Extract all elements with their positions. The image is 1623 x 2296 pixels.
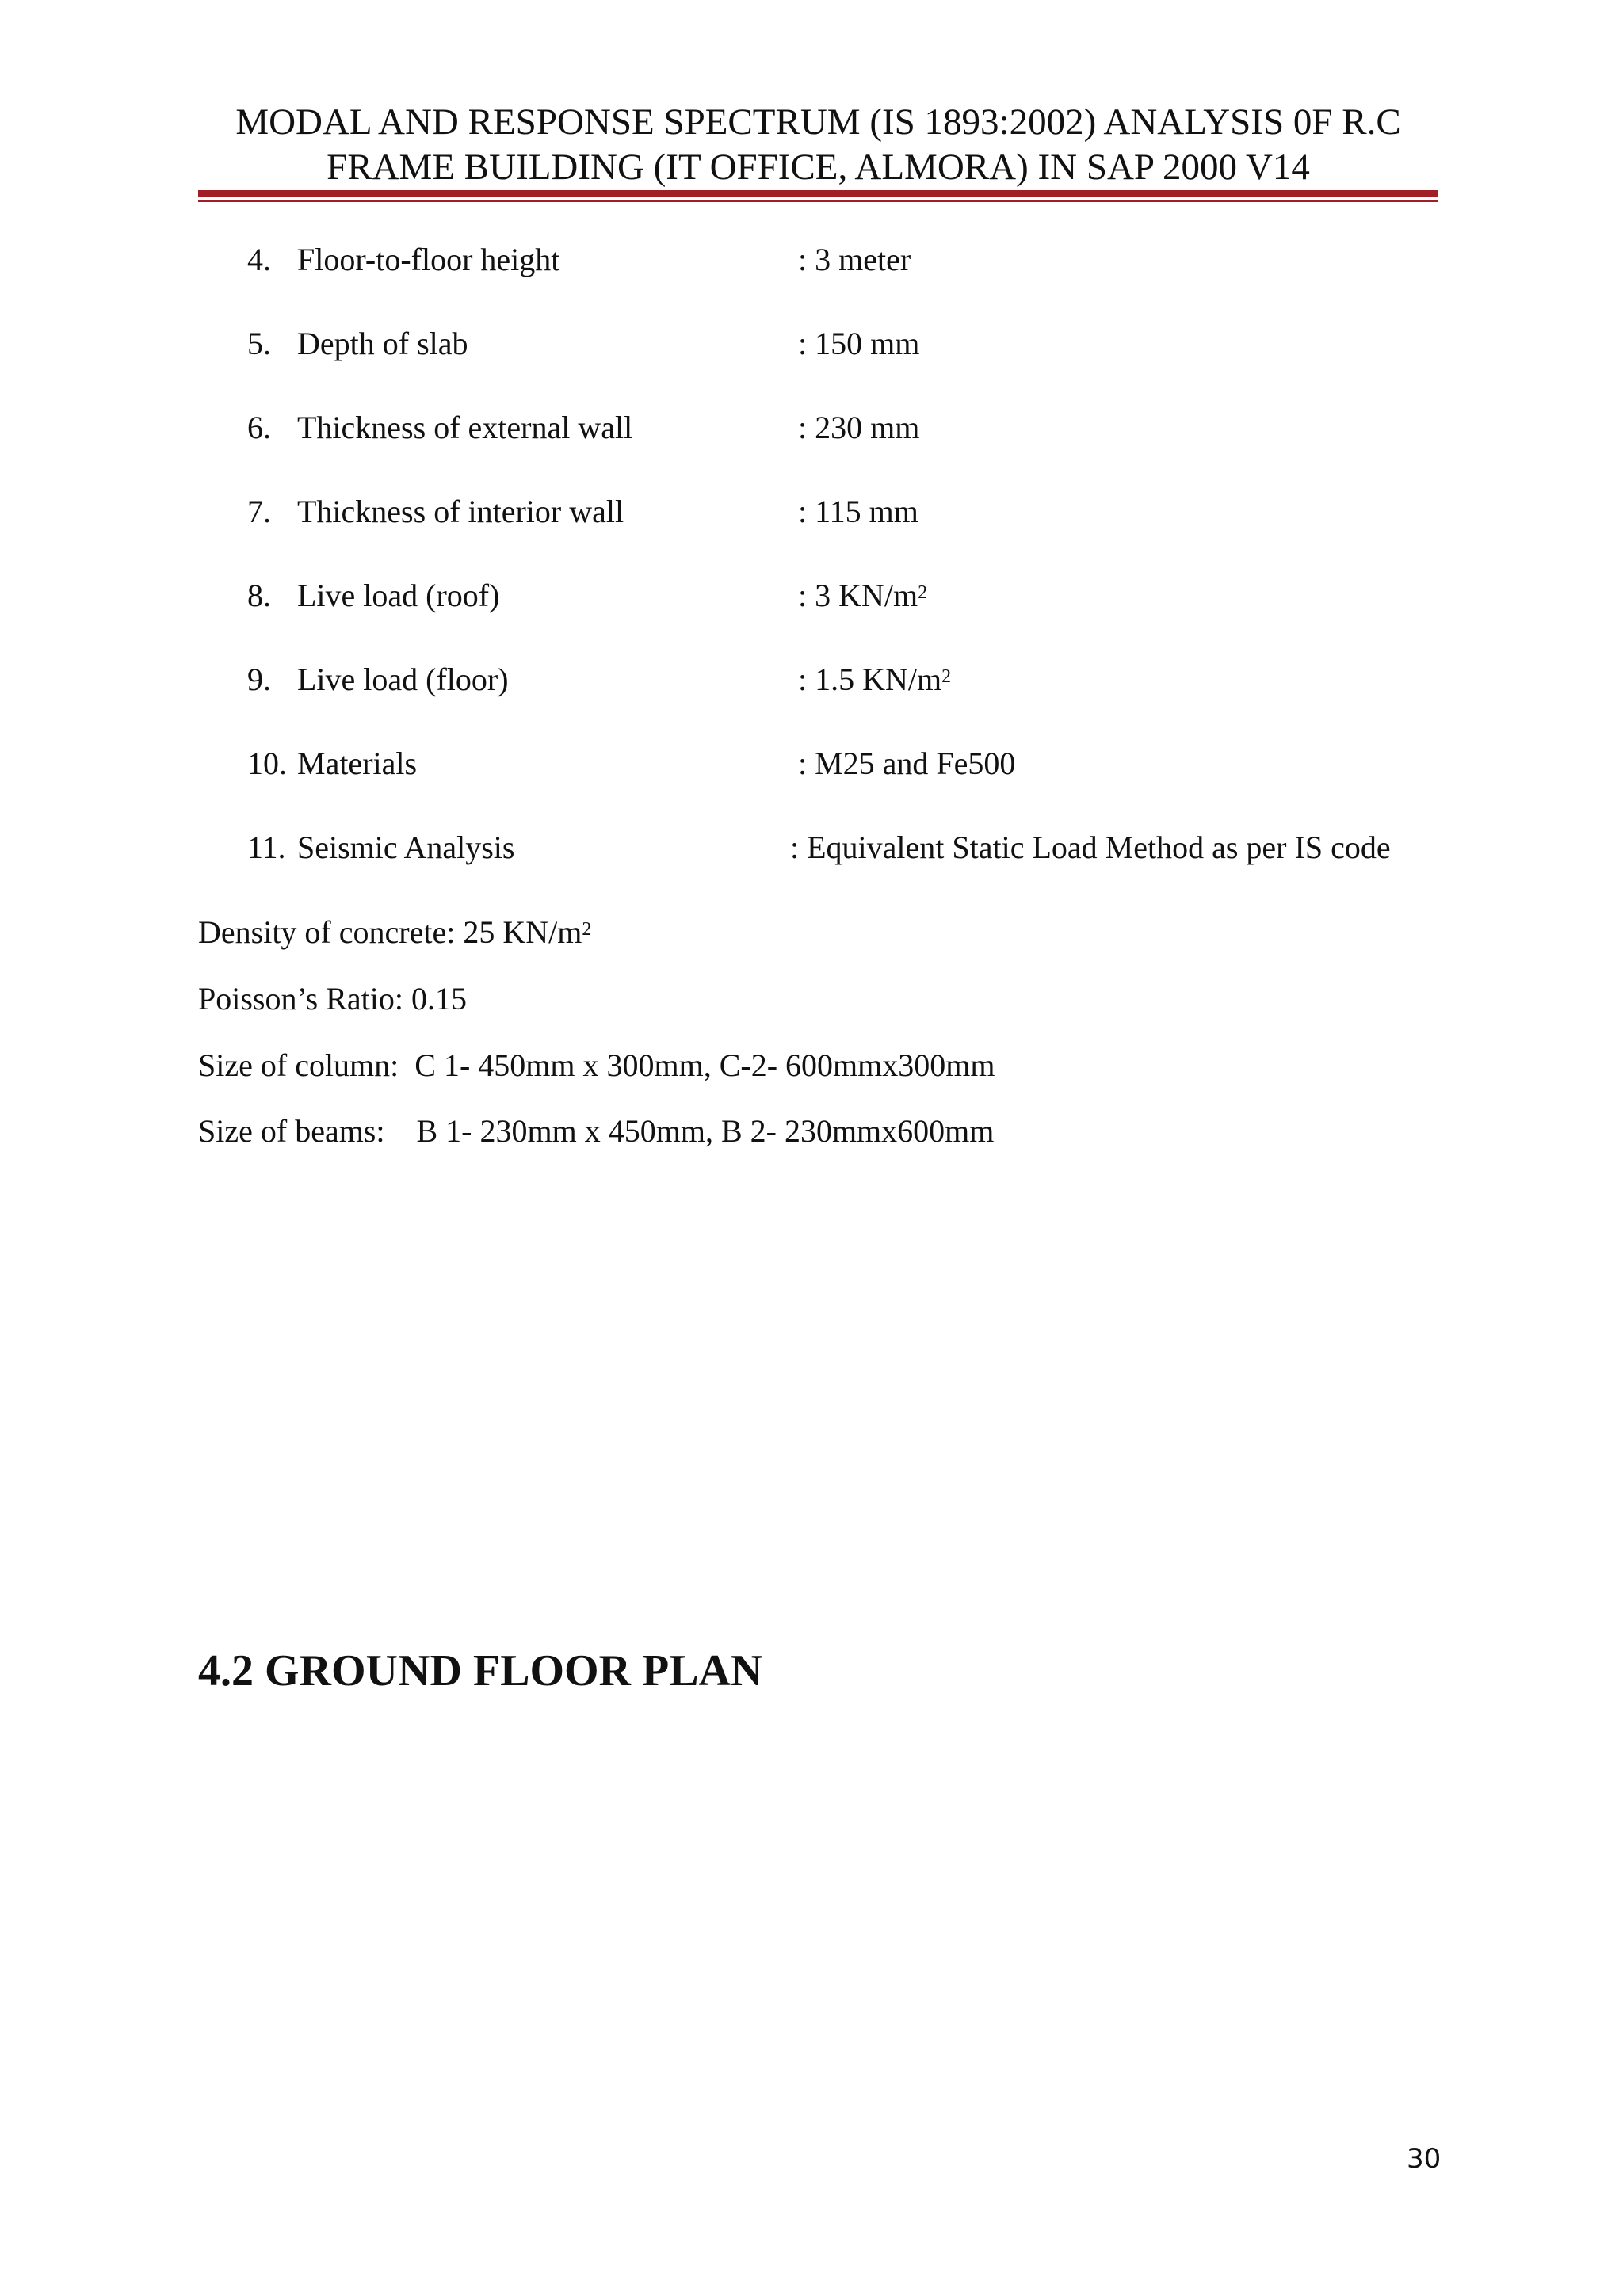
list-item	[0, 240, 1623, 288]
superscript: 2	[941, 666, 952, 687]
item-number: 4.	[247, 242, 271, 277]
item-label: Floor-to-floor height	[297, 242, 560, 277]
item-label: Materials	[297, 746, 418, 781]
item-number: 11.	[247, 830, 286, 865]
header-line-2: FRAME BUILDING (IT OFFICE, ALMORA) IN SAP 2000 V14	[327, 147, 1310, 188]
item-label: Live load (roof)	[297, 578, 500, 613]
item-number: 5.	[247, 326, 271, 361]
running-header	[198, 100, 1438, 190]
item-label: Thickness of external wall	[297, 410, 633, 445]
list-item	[0, 660, 1623, 707]
item-label: Depth of slab	[297, 326, 468, 361]
list-item	[0, 828, 1623, 875]
item-value: : M25 and Fe500	[798, 746, 1016, 781]
list-item	[0, 408, 1623, 456]
header-line-1: MODAL AND RESPONSE SPECTRUM (IS 1893:2002) ANALYSIS 0F R.C	[235, 101, 1401, 143]
item-label: Seismic Analysis	[297, 830, 515, 865]
item-value: : 3 KN/m	[798, 578, 918, 613]
item-value: : 115 mm	[798, 494, 918, 529]
beam-size-line: Size of beams: B 1- 230mm x 450mm, B 2- 230mmx600mm	[198, 1113, 995, 1149]
item-value: : 3 meter	[798, 242, 911, 277]
item-number: 10.	[247, 746, 287, 781]
list-item	[0, 576, 1623, 624]
poisson-line: Poisson’s Ratio: 0.15	[198, 981, 467, 1016]
list-item	[0, 744, 1623, 791]
item-value: : 1.5 KN/m	[798, 662, 942, 697]
item-number: 6.	[247, 410, 271, 445]
list-item	[0, 492, 1623, 540]
superscript: 2	[918, 582, 928, 603]
page-number: 30	[1407, 2143, 1442, 2175]
header-rule-thick	[198, 190, 1438, 197]
item-value: : 150 mm	[798, 326, 920, 361]
column-size-line: Size of column: C 1- 450mm x 300mm, C-2- 600mmx300mm	[198, 1047, 995, 1083]
header-rule-thin	[198, 200, 1438, 202]
item-number: 8.	[247, 578, 271, 613]
item-number: 7.	[247, 494, 271, 529]
item-value-wrapper	[798, 576, 927, 616]
item-label: Thickness of interior wall	[297, 494, 624, 529]
item-value-wrapper	[798, 660, 951, 700]
superscript: 2	[582, 919, 592, 940]
item-label: Live load (floor)	[297, 662, 509, 697]
list-item	[0, 324, 1623, 372]
section-heading: 4.2 GROUND FLOOR PLAN	[198, 1646, 763, 1695]
density-line	[198, 913, 591, 952]
item-value: : Equivalent Static Load Method as per IS code	[790, 830, 1391, 865]
item-number: 9.	[247, 662, 271, 697]
density-text: Density of concrete: 25 KN/m	[198, 914, 582, 950]
item-value: : 230 mm	[798, 410, 920, 445]
